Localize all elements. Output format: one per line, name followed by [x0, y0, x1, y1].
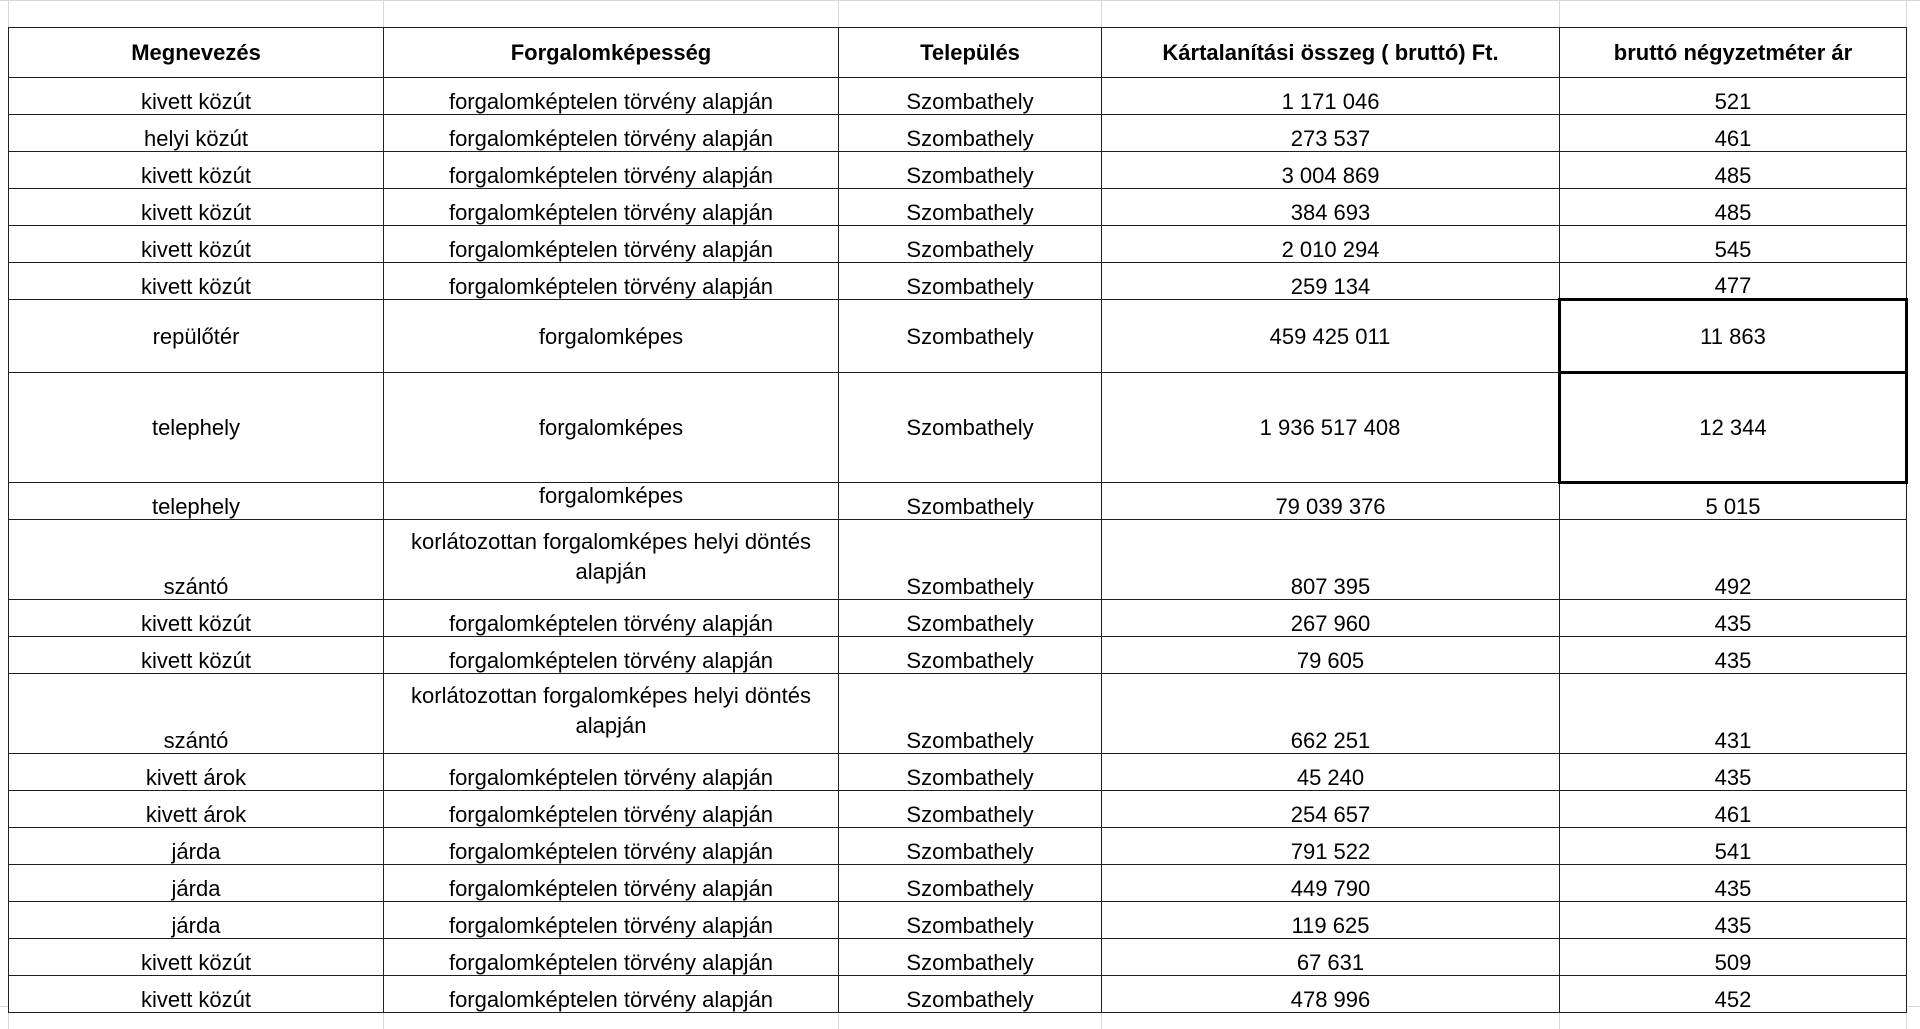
table-cell[interactable]: forgalomképtelen törvény alapján [384, 754, 839, 791]
table-cell[interactable]: telephely [9, 373, 384, 483]
table-row [9, 373, 1907, 483]
table-cell[interactable]: kivett közút [9, 189, 384, 226]
table-cell[interactable]: kivett közút [9, 263, 384, 300]
table-cell[interactable]: 461 [1560, 115, 1907, 152]
table-row [9, 263, 1907, 300]
table-cell[interactable]: forgalomképtelen törvény alapján [384, 189, 839, 226]
table-cell[interactable]: forgalomképtelen törvény alapján [384, 637, 839, 674]
header-cell-megnevezes[interactable]: Megnevezés [9, 28, 384, 78]
table-cell[interactable]: Szombathely [839, 152, 1102, 189]
table-row [9, 674, 1907, 754]
table-cell[interactable]: 662 251 [1102, 674, 1560, 754]
table-row [9, 939, 1907, 976]
table-cell[interactable]: forgalomképtelen törvény alapján [384, 865, 839, 902]
table-cell[interactable]: 1 936 517 408 [1102, 373, 1560, 483]
table-cell[interactable]: Szombathely [839, 637, 1102, 674]
data-table [8, 27, 1908, 1013]
table-cell[interactable]: forgalomképes [384, 373, 839, 483]
table-cell[interactable]: Szombathely [839, 115, 1102, 152]
table-cell[interactable]: forgalomképtelen törvény alapján [384, 226, 839, 263]
table-cell[interactable]: kivett közút [9, 976, 384, 1013]
table-cell[interactable]: forgalomképtelen törvény alapján [384, 152, 839, 189]
table-cell[interactable]: 273 537 [1102, 115, 1560, 152]
table-cell[interactable]: forgalomképtelen törvény alapján [384, 791, 839, 828]
table-cell[interactable]: Szombathely [839, 902, 1102, 939]
header-cell-telepules[interactable]: Település [839, 28, 1102, 78]
table-cell[interactable]: 435 [1560, 754, 1907, 791]
table-cell[interactable]: 119 625 [1102, 902, 1560, 939]
table-cell[interactable]: Szombathely [839, 373, 1102, 483]
table-cell[interactable]: 79 605 [1102, 637, 1560, 674]
table-cell[interactable]: 435 [1560, 637, 1907, 674]
table-cell[interactable]: 485 [1560, 152, 1907, 189]
table-cell[interactable]: 509 [1560, 939, 1907, 976]
table-cell[interactable]: 461 [1560, 791, 1907, 828]
table-cell[interactable]: Szombathely [839, 976, 1102, 1013]
table-cell[interactable]: kivett közút [9, 226, 384, 263]
table-cell[interactable]: Szombathely [839, 263, 1102, 300]
table-cell[interactable]: 459 425 011 [1102, 300, 1560, 373]
table-cell[interactable]: Szombathely [839, 828, 1102, 865]
table-cell[interactable]: 435 [1560, 600, 1907, 637]
table-cell[interactable]: Szombathely [839, 939, 1102, 976]
table-cell[interactable]: 449 790 [1102, 865, 1560, 902]
table-row [9, 115, 1907, 152]
table-cell[interactable]: 477 [1560, 263, 1907, 300]
table-cell[interactable]: 435 [1560, 865, 1907, 902]
table-cell[interactable]: 435 [1560, 902, 1907, 939]
table-row [9, 300, 1907, 373]
table-cell[interactable]: 259 134 [1102, 263, 1560, 300]
header-cell-forgalomkepesseg[interactable]: Forgalomképesség [384, 28, 839, 78]
table-cell[interactable]: 485 [1560, 189, 1907, 226]
table-cell[interactable]: forgalomképtelen törvény alapján [384, 828, 839, 865]
table-cell[interactable]: forgalomképtelen törvény alapján [384, 78, 839, 115]
table-cell[interactable]: kivett közút [9, 78, 384, 115]
table-row [9, 600, 1907, 637]
table-row [9, 483, 1907, 520]
table-cell[interactable]: 545 [1560, 226, 1907, 263]
table-cell[interactable]: Szombathely [839, 674, 1102, 754]
table-cell[interactable]: 3 004 869 [1102, 152, 1560, 189]
table-cell[interactable]: 1 171 046 [1102, 78, 1560, 115]
table-cell[interactable]: szántó [9, 520, 384, 600]
table-cell[interactable]: szántó [9, 674, 384, 754]
table-row [9, 152, 1907, 189]
table-cell[interactable]: Szombathely [839, 300, 1102, 373]
table-row [9, 902, 1907, 939]
table-row [9, 189, 1907, 226]
table-cell[interactable]: telephely [9, 483, 384, 520]
table-cell[interactable]: Szombathely [839, 520, 1102, 600]
table-cell[interactable]: Szombathely [839, 78, 1102, 115]
table-cell[interactable]: 267 960 [1102, 600, 1560, 637]
table-row [9, 226, 1907, 263]
table-cell[interactable]: járda [9, 828, 384, 865]
table-cell[interactable]: kivett közút [9, 939, 384, 976]
table-cell[interactable]: 431 [1560, 674, 1907, 754]
table-cell[interactable]: forgalomképtelen törvény alapján [384, 263, 839, 300]
table-row [9, 637, 1907, 674]
table-cell[interactable]: kivett közút [9, 152, 384, 189]
table-cell[interactable]: 541 [1560, 828, 1907, 865]
table-cell[interactable]: kivett közút [9, 637, 384, 674]
table-cell[interactable]: forgalomképes [384, 483, 839, 520]
table-cell[interactable]: kivett árok [9, 754, 384, 791]
table-cell[interactable]: korlátozottan forgalomképes helyi döntés alapján [384, 674, 839, 754]
table-cell[interactable]: forgalomképtelen törvény alapján [384, 939, 839, 976]
table-cell[interactable]: járda [9, 865, 384, 902]
table-cell[interactable]: Szombathely [839, 754, 1102, 791]
table-row [9, 791, 1907, 828]
table-cell[interactable]: 5 015 [1560, 483, 1907, 520]
table-cell[interactable]: 45 240 [1102, 754, 1560, 791]
table-cell[interactable]: forgalomképtelen törvény alapján [384, 976, 839, 1013]
table-cell[interactable]: Szombathely [839, 791, 1102, 828]
table-cell[interactable]: 384 693 [1102, 189, 1560, 226]
table-cell[interactable]: 492 [1560, 520, 1907, 600]
header-cell-kartalanitasi-osszeg[interactable]: Kártalanítási összeg ( bruttó) Ft. [1102, 28, 1560, 78]
table-cell[interactable]: Szombathely [839, 189, 1102, 226]
selected-cell[interactable]: 11 863 [1560, 300, 1907, 373]
header-cell-negyzetmeter-ar[interactable]: bruttó négyzetméter ár [1560, 28, 1907, 78]
table-cell[interactable]: 791 522 [1102, 828, 1560, 865]
table-cell[interactable]: kivett árok [9, 791, 384, 828]
table-cell[interactable]: 2 010 294 [1102, 226, 1560, 263]
table-cell[interactable]: kivett közút [9, 600, 384, 637]
table-cell[interactable]: forgalomképtelen törvény alapján [384, 902, 839, 939]
table-cell[interactable]: 521 [1560, 78, 1907, 115]
table-cell[interactable]: repülőtér [9, 300, 384, 373]
table-cell[interactable]: helyi közút [9, 115, 384, 152]
table-cell[interactable]: 79 039 376 [1102, 483, 1560, 520]
table-cell[interactable]: Szombathely [839, 865, 1102, 902]
table-cell[interactable]: forgalomképes [384, 300, 839, 373]
table-cell[interactable]: korlátozottan forgalomképes helyi döntés alapján [384, 520, 839, 600]
table-cell[interactable]: forgalomképtelen törvény alapján [384, 115, 839, 152]
table-row [9, 976, 1907, 1013]
table-row [9, 78, 1907, 115]
table-cell[interactable]: Szombathely [839, 600, 1102, 637]
table-row [9, 828, 1907, 865]
table-cell[interactable]: 452 [1560, 976, 1907, 1013]
gridline [0, 0, 1920, 1]
table-cell[interactable]: 478 996 [1102, 976, 1560, 1013]
table-cell[interactable]: forgalomképtelen törvény alapján [384, 600, 839, 637]
table-cell[interactable]: 254 657 [1102, 791, 1560, 828]
table-cell[interactable]: Szombathely [839, 226, 1102, 263]
table-row [9, 865, 1907, 902]
table-row [9, 754, 1907, 791]
selected-cell[interactable]: 12 344 [1560, 373, 1907, 483]
table-cell[interactable]: 67 631 [1102, 939, 1560, 976]
table-row [9, 520, 1907, 600]
table-cell[interactable]: 807 395 [1102, 520, 1560, 600]
table-cell[interactable]: Szombathely [839, 483, 1102, 520]
header-row [9, 28, 1907, 78]
table-cell[interactable]: járda [9, 902, 384, 939]
